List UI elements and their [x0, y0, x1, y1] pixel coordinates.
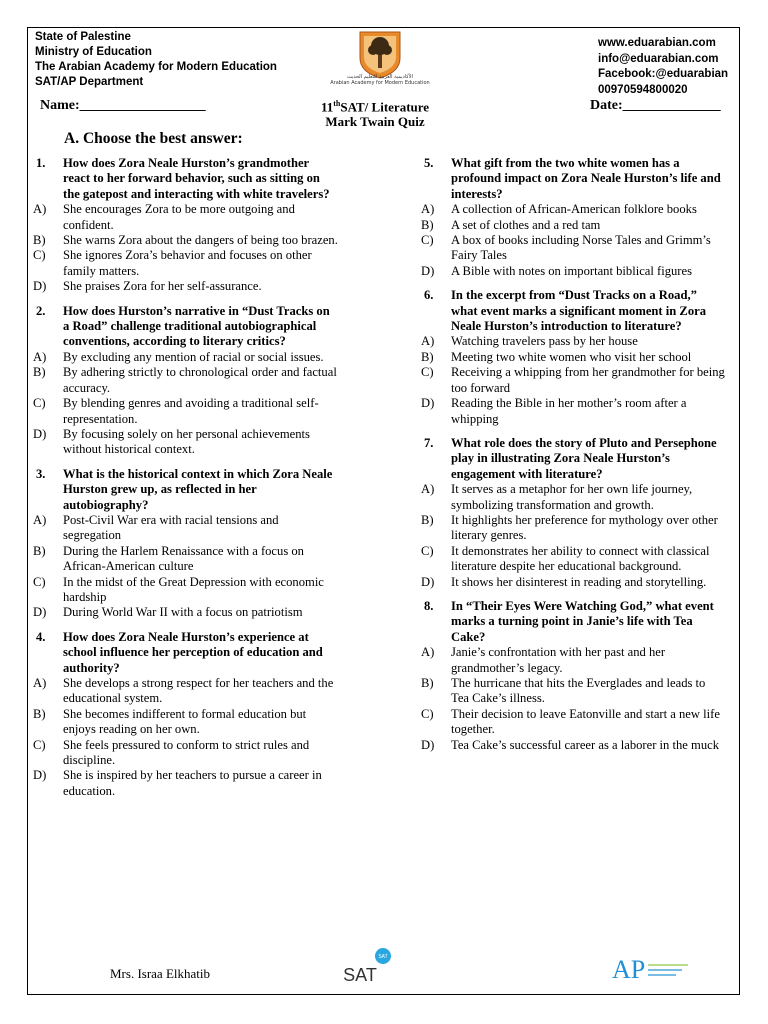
answer-option[interactable] [421, 264, 726, 279]
website-text: www.eduarabian.com [598, 37, 716, 49]
email-text: info@eduarabian.com [598, 52, 719, 65]
option-text: She encourages Zora to be more outgoing and confident. [63, 202, 295, 232]
option-text: Reading the Bible in her mother’s room after a whipping [451, 396, 687, 426]
academy-logo-caption [322, 74, 438, 86]
logo-caption-en: Arabian Academy for Modern Education [330, 80, 430, 86]
sat-logo-text: SAT [343, 965, 377, 985]
option-text: By focusing solely on her personal achievements without historical context. [63, 426, 310, 457]
option-letter: D) [33, 279, 47, 294]
answer-option[interactable] [33, 248, 338, 279]
option-letter: D) [421, 263, 435, 278]
answer-option[interactable] [421, 365, 726, 396]
option-text: During World War II with a focus on patriotism [63, 605, 303, 620]
option-letter: D) [421, 396, 435, 411]
header-line: SAT/AP Department [35, 76, 144, 88]
ap-logo-stripe [648, 969, 682, 971]
option-letter: B) [421, 676, 434, 690]
ap-logo [610, 952, 700, 984]
section-heading: A. Choose the best answer: [64, 130, 243, 147]
question-stem [421, 599, 726, 645]
answer-option[interactable] [421, 233, 726, 264]
option-letter: B) [421, 349, 434, 364]
option-text: She warns Zora about the dangers of being too brazen. [63, 233, 338, 248]
answer-option[interactable] [421, 334, 726, 349]
question-item [33, 630, 338, 799]
name-field: Name:__________________ [40, 98, 206, 113]
ap-logo-stripe [648, 974, 676, 976]
option-text: A box of books including Norse Tales and Grimm’s Fairy Tales [451, 233, 711, 263]
option-text: She develops a strong respect for her teachers and the educational system. [63, 676, 334, 706]
answer-option[interactable] [33, 676, 338, 707]
option-text: A collection of African-American folklore books [451, 202, 697, 217]
option-text: In the midst of the Great Depression with economic hardship [63, 574, 324, 604]
questions-left-column [33, 156, 338, 808]
answer-option[interactable] [33, 279, 338, 294]
header-line: Ministry of Education [35, 46, 152, 58]
questions-right-column [421, 156, 726, 762]
option-letter: C) [33, 574, 46, 589]
option-text: The hurricane that hits the Everglades and leads to Tea Cake’s illness. [451, 676, 706, 706]
option-text: During the Harlem Renaissance with a focus on African-American culture [63, 543, 304, 574]
answer-option[interactable] [421, 738, 726, 753]
question-text: How does Hurston’s narrative in “Dust Tracks on a Road” challenge traditional autobiographical conventions, according to literary critics? [63, 303, 330, 349]
option-text: Post-Civil War era with racial tensions and segregation [63, 512, 279, 543]
question-text: How does Zora Neale Hurston’s experience at school influence her perception of education and authority? [63, 629, 323, 675]
option-letter: A) [33, 349, 47, 364]
option-text: Receiving a whipping from her grandmother for being too forward [451, 365, 725, 395]
contact-header [598, 36, 728, 98]
quiz-title-block [290, 96, 460, 129]
option-text: She ignores Zora’s behavior and focuses on other family matters. [63, 248, 312, 278]
question-stem [421, 436, 726, 482]
question-stem [33, 467, 338, 513]
option-letter: C) [33, 248, 46, 263]
answer-option[interactable] [33, 202, 338, 233]
option-text: By adhering strictly to chronological order and factual accuracy. [63, 365, 337, 395]
sat-logo [338, 946, 398, 986]
answer-option[interactable] [421, 544, 726, 575]
question-text: In the excerpt from “Dust Tracks on a Road,” what event marks a significant moment in Zora Neale Hurston’s introduction to literature? [451, 288, 707, 334]
option-text: A Bible with notes on important biblical figures [451, 263, 692, 278]
option-letter: D) [33, 605, 47, 620]
option-letter: B) [33, 543, 46, 558]
option-letter: D) [421, 737, 435, 752]
answer-option[interactable] [33, 544, 338, 575]
answer-option[interactable] [33, 427, 338, 458]
option-letter: C) [421, 706, 434, 721]
question-text: What is the historical context in which Zora Neale Hurston grew up, as reflected in her autobiography? [63, 466, 333, 512]
option-letter: C) [421, 233, 434, 248]
question-number: 3. [36, 466, 46, 481]
answer-option[interactable] [33, 396, 338, 427]
option-letter: D) [421, 574, 435, 589]
answer-option[interactable] [421, 676, 726, 707]
option-text: It shows her disinterest in reading and storytelling. [451, 574, 707, 589]
option-text: Janie’s confrontation with her past and her grandmother’s legacy. [451, 645, 666, 675]
answer-option[interactable] [421, 396, 726, 427]
option-letter: C) [421, 543, 434, 558]
option-letter: A) [33, 512, 47, 527]
option-text: It highlights her preference for mythology over other literary genres. [451, 512, 718, 543]
option-letter: B) [33, 706, 46, 721]
answer-option[interactable] [33, 233, 338, 248]
option-letter: A) [421, 645, 435, 660]
question-number: 7. [424, 435, 434, 450]
question-stem [33, 156, 338, 202]
question-stem [421, 156, 726, 202]
option-letter: A) [33, 202, 47, 217]
answer-option[interactable] [33, 605, 338, 620]
answer-option[interactable] [33, 738, 338, 769]
option-text: By blending genres and avoiding a traditional self-representation. [63, 396, 319, 426]
answer-option[interactable] [33, 513, 338, 544]
question-item [421, 288, 726, 427]
question-number: 4. [36, 629, 46, 644]
question-text: In “Their Eyes Were Watching God,” what event marks a turning point in Janie’s life with Tea Cake? [451, 598, 714, 644]
option-letter: D) [33, 768, 47, 783]
question-item [421, 599, 726, 753]
sat-badge-text: SAT [378, 954, 388, 960]
answer-option[interactable] [421, 202, 726, 217]
answer-option[interactable] [421, 218, 726, 233]
answer-option[interactable] [421, 707, 726, 738]
answer-option[interactable] [33, 575, 338, 606]
option-letter: B) [421, 512, 434, 527]
grade-suffix: th [333, 99, 341, 108]
grade-number: 11 [320, 99, 334, 115]
header-line: State of Palestine [35, 31, 131, 43]
option-text: It demonstrates her ability to connect with classical literature despite her educational background. [451, 543, 710, 574]
option-text: Tea Cake’s successful career as a laborer in the muck [451, 737, 720, 752]
question-number: 1. [36, 156, 46, 170]
option-letter: A) [421, 202, 435, 217]
option-text: Meeting two white women who visit her school [451, 349, 692, 364]
question-item [33, 467, 338, 621]
answer-option[interactable] [421, 645, 726, 676]
option-letter: D) [33, 426, 47, 441]
header-line: The Arabian Academy for Modern Education [35, 61, 277, 73]
question-item [421, 156, 726, 279]
question-stem [33, 304, 338, 350]
facebook-text: Facebook:@eduarabian [598, 68, 729, 80]
option-text: By excluding any mention of racial or social issues. [63, 349, 324, 364]
option-text: A set of clothes and a red tam [451, 217, 601, 232]
answer-option[interactable] [421, 575, 726, 590]
answer-option[interactable] [421, 482, 726, 513]
answer-option[interactable] [421, 350, 726, 365]
logo-caption-ar: الأكاديمية العربية للتعليم الحديث [347, 74, 413, 80]
question-number: 5. [424, 156, 434, 170]
option-letter: B) [33, 233, 46, 248]
option-text: She becomes indifferent to formal education but enjoys reading on her own. [63, 706, 307, 737]
teacher-name: Mrs. Israa Elkhatib [110, 966, 211, 981]
option-text: Their decision to leave Eatonville and start a new life together. [451, 706, 720, 737]
ministry-header [35, 30, 277, 90]
quiz-title: Mark Twain Quiz [325, 114, 425, 130]
date-field: Date:______________ [590, 98, 721, 113]
question-item [33, 156, 338, 295]
question-item [33, 304, 338, 458]
option-letter: A) [421, 334, 435, 349]
question-number: 6. [424, 288, 434, 303]
option-text: It serves as a metaphor for her own life journey, symbolizing transformation and growth. [451, 482, 693, 512]
option-letter: B) [33, 365, 46, 380]
question-text: What gift from the two white women has a profound impact on Zora Neale Hurston’s life and interests? [451, 156, 721, 201]
answer-option[interactable] [33, 707, 338, 738]
option-letter: B) [421, 217, 434, 232]
answer-option[interactable] [33, 365, 338, 396]
answer-option[interactable] [33, 768, 338, 799]
question-number: 2. [36, 303, 46, 318]
ap-logo-text: AP [612, 955, 646, 984]
option-letter: A) [33, 676, 47, 690]
subject-text: SAT/ Literature [340, 99, 430, 115]
ap-logo-stripe [648, 964, 688, 966]
option-text: She praises Zora for her self-assurance. [63, 279, 262, 294]
option-text: She feels pressured to conform to strict rules and discipline. [63, 737, 310, 768]
answer-option[interactable] [421, 513, 726, 544]
option-letter: C) [33, 737, 46, 752]
question-stem [33, 630, 338, 676]
question-text: What role does the story of Pluto and Persephone play in illustrating Zora Neale Hurston’s engagement with literature? [451, 435, 717, 481]
question-number: 8. [424, 598, 434, 613]
phone-text: 00970594800020 [598, 83, 688, 96]
answer-option[interactable] [33, 350, 338, 365]
question-item [421, 436, 726, 590]
option-letter: A) [421, 482, 435, 497]
question-stem [421, 288, 726, 334]
option-text: She is inspired by her teachers to pursue a career in education. [63, 768, 322, 798]
option-letter: C) [33, 396, 46, 411]
option-text: Watching travelers pass by her house [451, 334, 638, 349]
question-text: How does Zora Neale Hurston’s grandmother react to her forward behavior, such as sitting on the gatepost and interacting with white travelers? [63, 156, 330, 201]
option-letter: C) [421, 365, 434, 380]
